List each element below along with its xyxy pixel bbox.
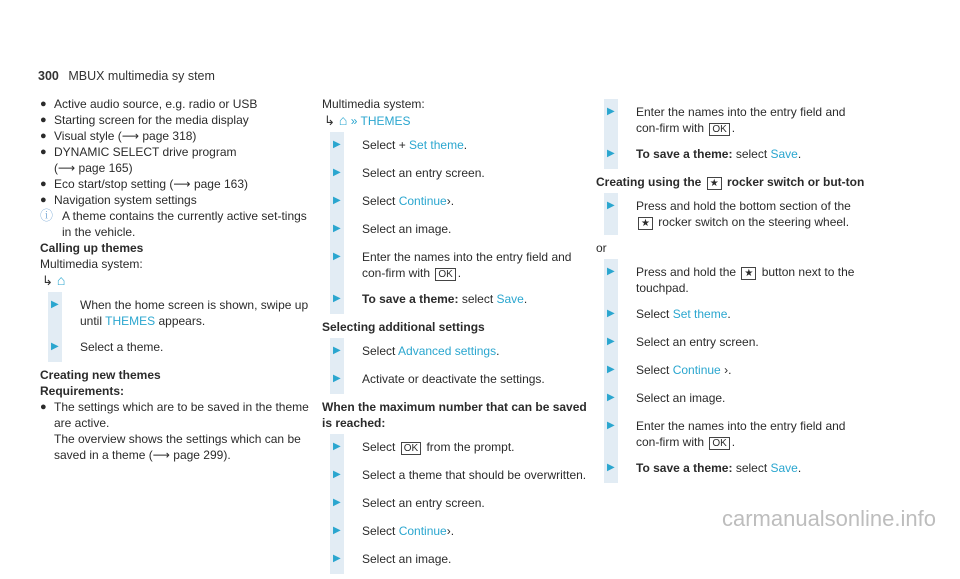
step: ▶ Enter the names into the entry field and con-firm with OK .	[596, 104, 868, 136]
bullet-item: ● Active audio source, e.g. radio or USB	[40, 97, 258, 111]
column-3	[596, 96, 868, 488]
menu-path: ↳ ⌂ » THEMES	[324, 112, 411, 128]
star-key-icon: ★	[638, 217, 653, 230]
section-heading: Selecting additional settings	[322, 320, 485, 334]
page-title: MBUX multimedia sy stem	[68, 69, 215, 83]
home-icon: ⌂	[56, 272, 66, 288]
path-arrow-icon: ↳	[324, 113, 335, 128]
bullet-item: ● Visual style (⟶ page 318)	[40, 129, 197, 143]
step: ▶ Activate or deactivate the settings.	[322, 371, 594, 389]
bullet-item: ● Navigation system settings	[40, 193, 197, 207]
bullet-item: ● Eco start/stop setting (⟶ page 163)	[40, 177, 248, 191]
step: ▶ Select an entry screen.	[322, 165, 594, 183]
step: ▶ Press and hold the ★ button next to the touchpad.	[596, 264, 868, 296]
chevron-right-icon: ›	[724, 363, 729, 377]
watermark: carmanualsonline.info	[721, 506, 936, 531]
ok-key-icon: OK	[401, 442, 421, 455]
step: ▶ To save a theme: select Save.	[596, 460, 868, 478]
step: ▶ Select Continue›.	[322, 523, 594, 541]
chevron-right-icon: ›	[446, 194, 451, 208]
step: ▶ Select OK from the prompt.	[322, 439, 594, 457]
home-icon: ⌂	[338, 112, 348, 128]
section-heading: Creating new themes	[40, 368, 161, 382]
step: ▶ Select an entry screen.	[322, 495, 594, 513]
step: ▶ Select a theme.	[40, 339, 312, 357]
system-label: Multimedia system:	[322, 97, 425, 111]
step: ▶ To save a theme: select Save.	[322, 291, 594, 309]
step: ▶ Enter the names into the entry field and con-firm with OK .	[322, 249, 594, 281]
step: ▶ Select Set theme.	[596, 306, 868, 324]
section-heading: Creating using the ★ rocker switch or but-ton	[596, 175, 865, 189]
ok-key-icon: OK	[435, 268, 455, 281]
chevron-right-icon: ›	[446, 524, 451, 538]
star-key-icon: ★	[707, 177, 722, 190]
system-label: Multimedia system:	[40, 257, 143, 271]
step: ▶ Select + Set theme.	[322, 137, 594, 155]
page-ref-arrow-icon: ⟶	[173, 177, 191, 191]
page-ref-arrow-icon: ⟶	[58, 161, 76, 175]
requirements-label: Requirements:	[40, 384, 125, 398]
info-icon: ⓘ	[40, 208, 54, 223]
menu-path	[40, 272, 312, 289]
page-header	[38, 68, 215, 84]
page-number: 300	[38, 69, 59, 83]
double-chevron-icon: »	[350, 114, 358, 128]
column-1	[40, 96, 312, 463]
step: ▶ To save a theme: select Save.	[596, 146, 868, 164]
step: ▶ Select an image.	[596, 390, 868, 408]
step: ▶ Select an image.	[322, 221, 594, 239]
star-key-icon: ★	[741, 267, 756, 280]
ok-key-icon: OK	[709, 123, 729, 136]
column-2	[322, 96, 594, 579]
page-ref-arrow-icon: ⟶	[152, 448, 170, 462]
bullet-item: ● DYNAMIC SELECT drive program (⟶ page 165)	[40, 145, 237, 175]
section-heading: Calling up themes	[40, 241, 144, 255]
step: ▶ Select Continue ›.	[596, 362, 868, 380]
bullet-item: ● Starting screen for the media display	[40, 113, 249, 127]
step: ▶ Select Continue›.	[322, 193, 594, 211]
info-note: ⓘ A theme contains the currently active set‑tings in the vehicle.	[40, 208, 307, 239]
section-heading: When the maximum number that can be saved is reached:	[322, 400, 587, 430]
step: ▶ Select an image.	[322, 551, 594, 569]
step-arrow-icon: ▶	[51, 341, 59, 352]
or-label: or	[596, 241, 607, 255]
step: ▶ Select Advanced settings.	[322, 343, 594, 361]
path-arrow-icon: ↳	[42, 273, 53, 288]
step: ▶ Enter the names into the entry field and con-firm with OK .	[596, 418, 868, 450]
step: ▶ Select an entry screen.	[596, 334, 868, 352]
bullet-item: ● The settings which are to be saved in the theme are active. The overview shows the settings which can be saved in a theme (⟶ page 299).	[40, 400, 309, 462]
page-ref-arrow-icon: ⟶	[121, 129, 140, 143]
plus-icon: +	[398, 138, 406, 152]
step: ▶ When the home screen is shown, swipe up until THEMES appears.	[40, 297, 312, 329]
step: ▶ Press and hold the bottom section of the ★ rocker switch on the steering wheel.	[596, 198, 868, 230]
step-arrow-icon: ▶	[51, 299, 59, 310]
ok-key-icon: OK	[709, 437, 729, 450]
step: ▶ Select a theme that should be overwritten.	[322, 467, 594, 485]
